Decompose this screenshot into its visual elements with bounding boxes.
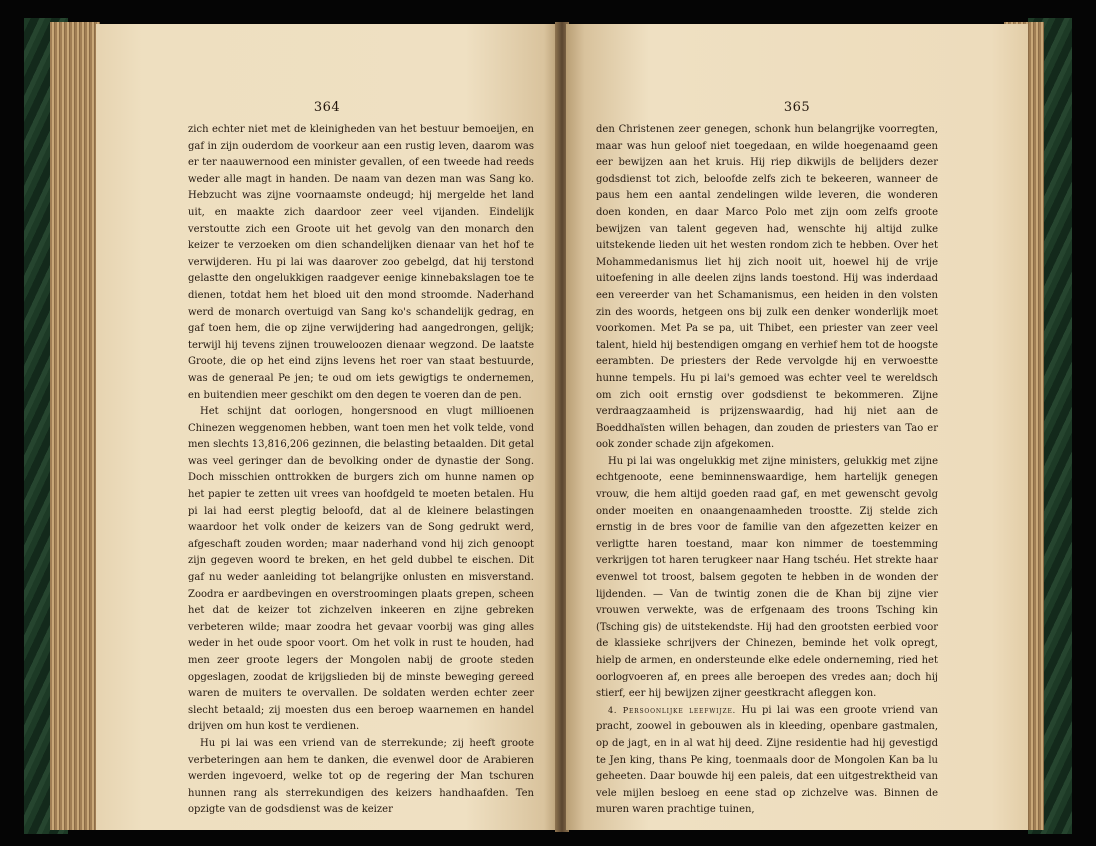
paragraph: zich echter niet met de kleinigheden van het bestuur bemoeijen, en gaf in zijn ouderdom de voorkeur aan een rustig leven, daarom was er ter naauwernood een minister gevallen, of een tweede had reeds weder alle magt in handen. De naam van dezen man was Sang ko. Hebzucht was zijne voornaamste ondeugd; hij mergelde het land uit, en maakte zich daardoor zeer veel vijanden. Eindelijk verstoutte zich een Groote uit het gevolg van den monarch den keizer te verzoeken om dien schandelijken dienaar van het hof te verwijderen. Hu pi lai was daarover zoo gebelgd, dat hij terstond gelastte den ongelukkigen raadgever eenige kinnebakslagen toe te dienen, totdat hem het bloed uit den mond stroomde. Naderhand werd de monarch overtuigd van Sang ko's schandelijk gedrag, en gaf toen hem, die op zijne verwijdering had aangedrongen, gelijk; terwijl hij tevens zijnen trouweloozen dienaar wegzond. De laatste Groote, die op het eind zijns levens het roer van staat bestuurde, was de generaal Pe jen; te oud om iets gewigtigs te ondernemen, en buitendien meer geschikt om den degen te voeren dan de pen.: [188, 124, 534, 401]
right-page: [566, 24, 1028, 830]
paragraph: den Christenen zeer genegen, schonk hun belangrijke voorregten, maar was hun geloof niet toegedaan, en wilde hoegenaamd geen eer bewijzen aan het kruis. Hij riep dikwijls de belijders dezer godsdienst tot zich, beloofde zelfs zich te bekeeren, wanneer de paus hem een aantal zendelingen wilde leveren, die wonderen doen konden, en daar Marco Polo met zijn oom zelfs groote bewijzen van talent gegeven had, wenschte hij altijd zulke uitstekende lieden uit het westen rondom zich te hebben. Over het Mohammedanismus liet hij zich nooit uit, hoewel hij de vrije uitoefening in alle deelen zijns lands toestond. Hij was inderdaad een vereerder van het Schamanismus, een heiden in den volsten zin des woords, hetgeen ons bij zulk een denker wonderlijk moet voorkomen. Met Pa se pa, uit Thibet, een priester van zeer veel talent, hield hij bestendigen omgang en verhief hem tot de hoogste eerambten. De priesters der Rede vervolgde hij en verwoestte hunne tempels. Hu pi lai's gemoed was echter veel te wereldsch om zich ooit ernstig over godsdienst te bekommeren. Zijne verdraagzaamheid is prijzenswaardig, had hij niet aan de Boeddhaïsten willen behagen, dan zouden de priesters van Tao er ook zonder schade zijn afgekomen.: [596, 124, 938, 451]
left-page-edges: [50, 22, 100, 830]
page-text: [188, 122, 534, 819]
paragraph: Hu pi lai was een vriend van de sterrekunde; zij heeft groote verbeteringen aan hem te danken, die evenwel door de Arabieren werden ingevoerd, welke tot op de regering der Man tschuren hunnen rang als sterrekundigen des keizers handhaafden. Ten opzigte van de godsdienst was de keizer: [188, 737, 534, 816]
page-number: 365: [783, 100, 811, 115]
page-text: [596, 122, 938, 819]
paragraph: Hu pi lai was ongelukkig met zijne ministers, gelukkig met zijne echtgenoote, eene beminnenswaardige, hem hartelijk genegen vrouw, die hem altijd goeden raad gaf, en met gewenscht gevolg onder moeiten en onaangenaamheden troostte. Zij stelde zich ernstig in de bres voor de familie van den afgezetten keizer en verligtte haren toestand, maar kon nimmer de toestemming verkrijgen tot haren terugkeer naar Hang tschéu. Het strekte haar evenwel tot troost, balsem gegoten te hebben in de wonden der lijdenden. — Van de twintig zonen die de Khan bij zijne vier vrouwen verwekte, was de erfgenaam des troons Tsching kin (Tsching gis) de uitstekendste. Hij had den grootsten eerbied voor de klassieke schrijvers der Chinezen, beminde het volk opregt, hielp de armen, en ondersteunde elke edele onderneming, ried het oorlogvoeren af, en prees alle beroepen des vredes aan; doch hij stierf, eer hij bewijzen zijner geestkracht afleggen kon.: [596, 455, 938, 700]
section-paragraph: [596, 703, 938, 819]
paragraph: Het schijnt dat oorlogen, hongersnood en vlugt millioenen Chinezen weggenomen hebben, want toen men het volk telde, vond men slechts 13,816,206 gezinnen, die belasting betaalden. Dit getal was veel geringer dan de bevolking onder de dynastie der Song. Doch misschien onttrokken de burgers zich om hunne namen op het papier te zetten uit vrees van hoofdgeld te moeten betalen. Hu pi lai had eerst plegtig beloofd, dat al de kleinere belastingen waardoor het volk onder de keizers van de Song gedrukt werd, afgeschaft zouden worden; maar naderhand vond hij zich genoopt zijn gegeven woord te breken, en het geld dubbel te eischen. Dit gaf nu weder aanleiding tot belangrijke onlusten en misverstand. Zoodra er aardbevingen en overstroomingen plaats grepen, scheen het dat de keizer tot zichzelven inkeeren en zijne gebreken verbeteren wilde; maar zoodra het gevaar voorbij was ging alles weder in het oude spoor voort. Om het volk in rust te houden, had men zeer groote legers der Mongolen nabij de groote steden opgeslagen, zoodat de krijgslieden bij de minste beweging gereed waren de muiters te overvallen. De soldaten werden echter zeer slecht betaald; zij moesten dus een beroep waarnemen en handel drijven om hun kost te verdienen.: [188, 406, 534, 733]
page-number: 364: [313, 100, 341, 115]
left-page: [96, 24, 558, 830]
section-text: Hu pi lai was een groote vriend van pracht, zoowel in gebouwen als in kleeding, openbare gastmalen, op de jagt, en in al wat hij deed. Zijne residentie had hij gevestigd te Jen king, thans Pe king, toenmaals door de Mongolen Kan ba lu geheeten. Daar bouwde hij een paleis, dat een uitgestrektheid van vele mijlen besloeg en eene stad op zichzelve was. Binnen de muren waren prachtige tuinen,: [596, 704, 938, 816]
section-heading: 4. Persoonlijke leefwijze.: [608, 705, 737, 715]
